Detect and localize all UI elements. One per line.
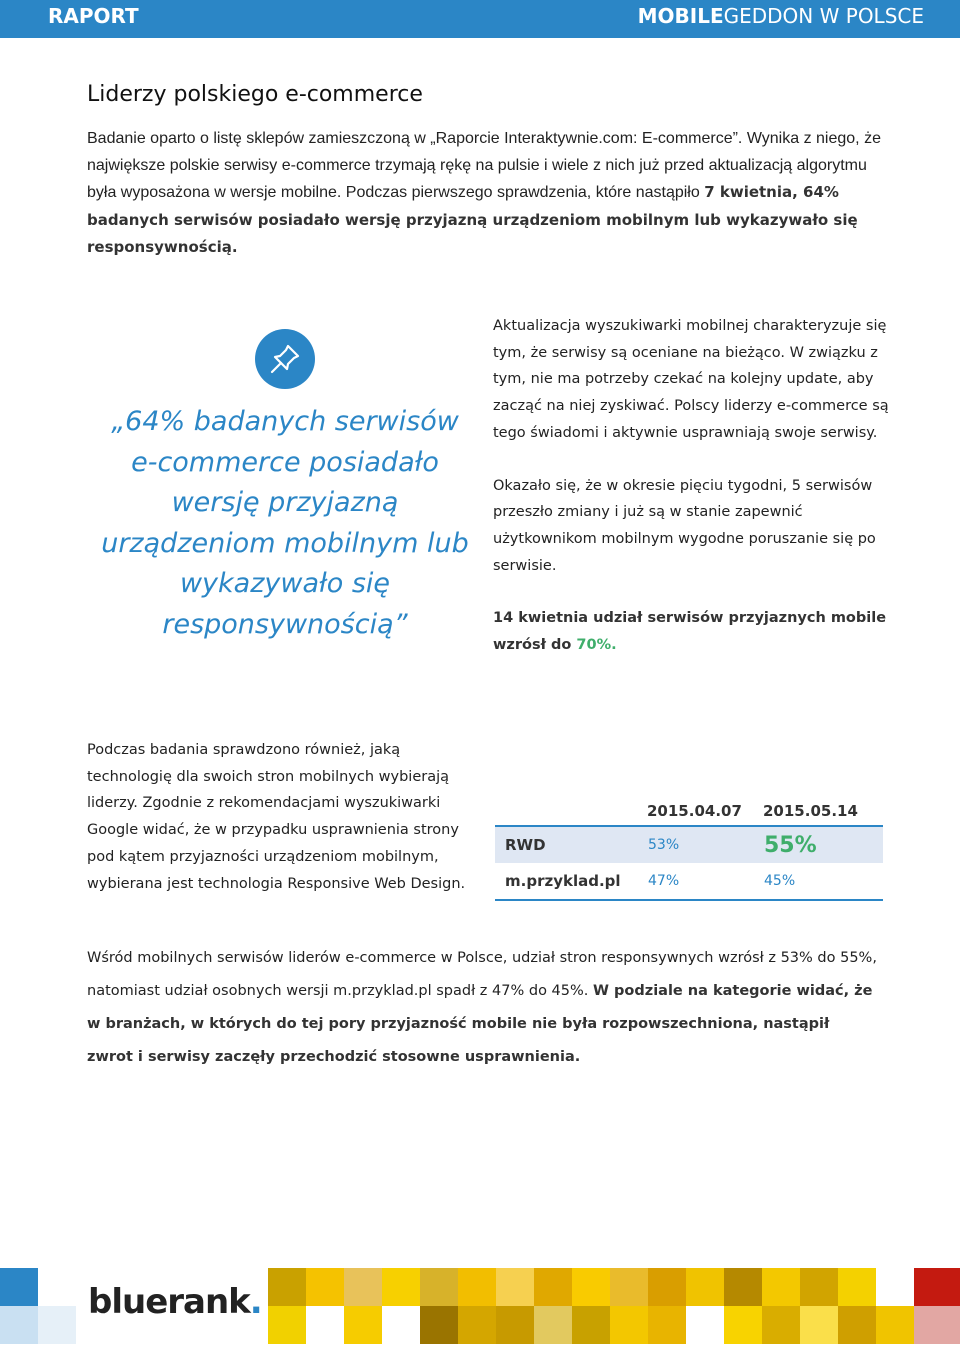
tile [838,1268,876,1306]
row-value-1: 47% [647,863,763,900]
growth-text: 14 kwietnia udział serwisów przyjaznych mobile wzrósł do [493,610,887,654]
table-row [495,826,883,863]
tile [686,1268,724,1306]
tile [268,1268,306,1306]
table-header-date-1: 2015.04.07 [647,802,742,820]
tile [724,1268,762,1306]
tile [268,1306,306,1344]
tile [458,1268,496,1306]
tile [38,1306,76,1344]
tile [762,1306,800,1344]
pull-quote: „64% badanych serwisów e-commerce posiadało wersję przyjazną urządzeniom mobilnym lub wykazywało się responsywnością” [101,406,469,640]
right-paragraph-1: Aktualizacja wyszukiwarki mobilnej charakteryzuje się tym, że serwisy są oceniane na bieżąco. W związku z tym, nie ma potrzeby czekać na kolejny update, aby zacząć na niej zyskiwać. Polscy liderzy e-commerce są tego świadomi i aktywnie usprawniają swoje serwisy. [493,318,889,441]
summary-paragraph [87,942,877,1074]
tile [534,1268,572,1306]
logo-dot: . [249,1282,262,1322]
table-row [495,863,883,900]
tile [800,1268,838,1306]
tile [876,1268,914,1306]
report-title-bold: MOBILE [637,4,724,28]
tile [914,1306,960,1344]
tile [572,1268,610,1306]
tile [610,1268,648,1306]
pushpin-icon [255,329,315,389]
row-value-2: 45% [763,863,883,900]
tile [306,1306,344,1344]
tile [724,1306,762,1344]
report-title-rest: GEDDON W POLSCE [723,4,924,28]
tile [610,1306,648,1344]
tile [762,1268,800,1306]
tile [686,1306,724,1344]
tile [648,1268,686,1306]
row-value-2: 55% [763,826,883,863]
technology-table [495,797,883,901]
tile [458,1306,496,1344]
tile [496,1268,534,1306]
table-header-row [495,797,883,826]
tile [344,1306,382,1344]
right-paragraph-3 [493,605,893,658]
intro-text: Badanie oparto o listę sklepów zamieszczoną w „Raporcie Interaktywnie.com: E-commerce”. Wynika z niego, że największe polskie serwisy e-commerce trzymają rękę na pulsie i wiele z nich już przed aktualizacją algorytmu była wyposażona w wersje mobilne. Podczas pierwszego sprawdzenia, które nastąpiło [87,130,881,201]
summary-text: Wśród mobilnych serwisów liderów e-commerce w Polsce, udział stron responsywnych wzrósł z 53% do 55%, natomiast udział osobnych wersji m.przyklad.pl spadł z 47% do 45%. [87,950,877,999]
intro-paragraph [87,126,887,262]
section-title: Liderzy polskiego e-commerce [87,82,423,107]
row-label: RWD [495,826,647,863]
tile [382,1268,420,1306]
tile [572,1306,610,1344]
tile [344,1268,382,1306]
tile [876,1306,914,1344]
right-paragraph-2: Okazało się, że w okresie pięciu tygodni, 5 serwisów przeszło zmiany i już są w stanie zapewnić użytkownikom mobilnym wygodne poruszanie się po serwisie. [493,477,876,574]
tile [0,1306,38,1344]
growth-value: 70%. [576,637,617,654]
tile [382,1306,420,1344]
tile [420,1306,458,1344]
tile [0,1268,38,1306]
header-bar [0,0,960,38]
tile [648,1306,686,1344]
tile [800,1306,838,1344]
intro-highlight: 7 kwietnia, 64% badanych serwisów posiadało wersję przyjazną urządzeniom mobilnym lub wykazywało się responsywnością. [87,183,858,256]
summary-highlight: W podziale na kategorie widać, że w branżach, w których do tej pory przyjazność mobile nie była rozpowszechniona, nastąpił zwrot i serwisy zaczęły przechodzić stosowne usprawnienia. [87,983,873,1065]
tile [838,1306,876,1344]
tile [420,1268,458,1306]
technology-paragraph: Podczas badania sprawdzono również, jaką technologię dla swoich stron mobilnych wybierają liderzy. Zgodnie z rekomendacjami wyszukiwarki Google widać, że w przypadku usprawnienia strony pod kątem przyjazności urządzeniom mobilnym, wybierana jest technologia Responsive Web Design. [87,742,466,892]
table-header-empty [495,797,647,826]
report-label: RAPORT [48,4,139,28]
tile [534,1306,572,1344]
bluerank-logo [88,1282,262,1322]
table-header-date-2: 2015.05.14 [763,802,858,820]
tile [914,1268,960,1306]
tile [496,1306,534,1344]
tile [306,1268,344,1306]
report-title [638,4,924,28]
row-value-1: 53% [647,826,763,863]
row-label: m.przyklad.pl [495,863,647,900]
logo-text: bluerank [88,1282,250,1322]
right-column [493,313,893,685]
